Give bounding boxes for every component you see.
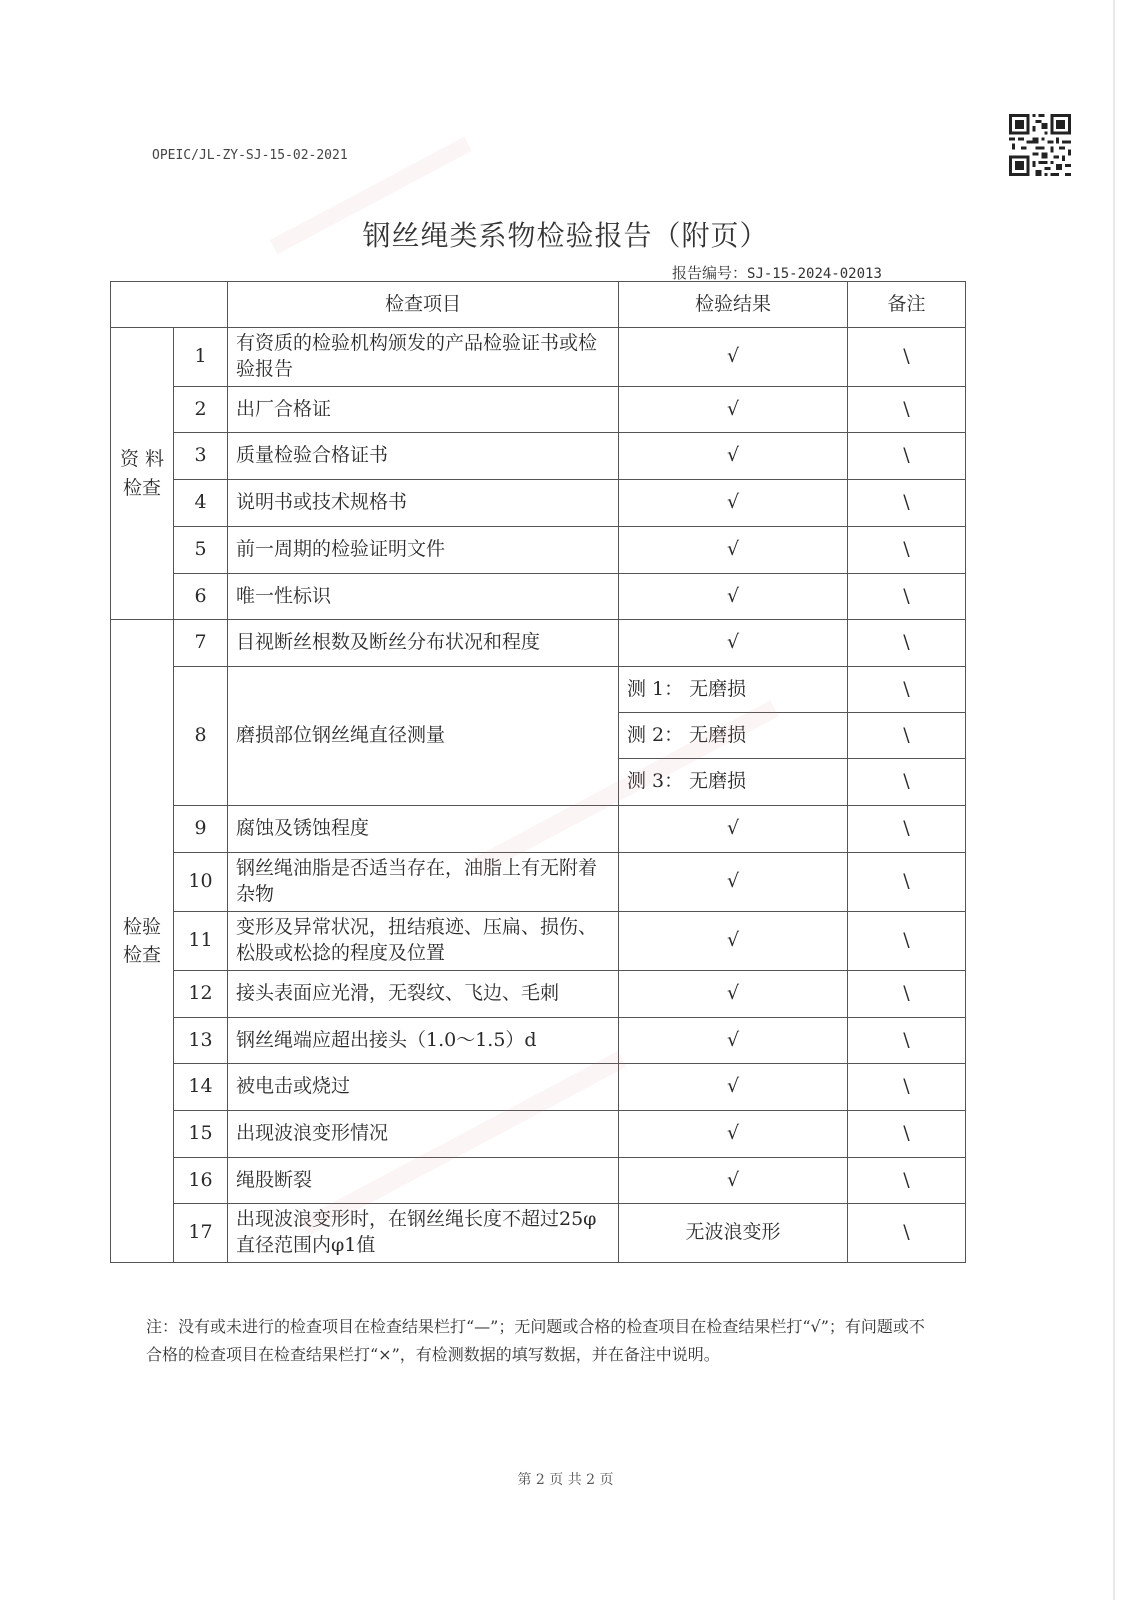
row-result: √ [619, 1064, 848, 1111]
row-number: 6 [174, 574, 228, 620]
table-note: 注：没有或未进行的检查项目在检查结果栏打“—”；无问题或合格的检查项目在检查结果栏打“√”；有问题或不合格的检查项目在检查结果栏打“×”，有检测数据的填写数据，并在备注中说明。 [146, 1317, 925, 1364]
row-item: 质量检验合格证书 [228, 433, 619, 480]
row-remark: \ [848, 328, 966, 387]
row-result: √ [619, 433, 848, 480]
inspection-table [110, 281, 966, 1263]
row-result: √ [619, 620, 848, 667]
qr-code [1009, 114, 1071, 176]
row-result: √ [619, 387, 848, 433]
table-row [111, 433, 966, 480]
document-code: OPEIC/JL-ZY-SJ-15-02-2021 [152, 148, 348, 163]
row-remark: \ [848, 387, 966, 433]
row-result: √ [619, 806, 848, 853]
row-result: 测 2： 无磨损 [619, 713, 848, 759]
row-number: 8 [174, 667, 228, 806]
row-item: 绳股断裂 [228, 1158, 619, 1204]
row-item: 磨损部位钢丝绳直径测量 [228, 667, 619, 806]
row-number: 12 [174, 971, 228, 1018]
table-row [111, 1111, 966, 1158]
row-remark: \ [848, 433, 966, 480]
row-item: 接头表面应光滑，无裂纹、飞边、毛刺 [228, 971, 619, 1018]
row-remark: \ [848, 667, 966, 713]
table-row [111, 1204, 966, 1263]
row-result: √ [619, 971, 848, 1018]
table-row [111, 853, 966, 912]
row-remark: \ [848, 1111, 966, 1158]
row-remark: \ [848, 1064, 966, 1111]
row-remark: \ [848, 527, 966, 574]
row-result: √ [619, 480, 848, 527]
row-number: 14 [174, 1064, 228, 1111]
page-number: 第 2 页 共 2 页 [517, 1472, 614, 1488]
row-remark: \ [848, 806, 966, 853]
row-item: 被电击或烧过 [228, 1064, 619, 1111]
group-label-line: 检查 [122, 476, 161, 499]
row-result: √ [619, 1158, 848, 1204]
group-document-check [111, 328, 174, 620]
table-row [111, 667, 966, 713]
row-remark: \ [848, 620, 966, 667]
table-row [111, 328, 966, 387]
row-remark: \ [848, 759, 966, 806]
row-item: 钢丝绳油脂是否适当存在，油脂上有无附着杂物 [228, 853, 619, 912]
row-number: 11 [174, 912, 228, 971]
row-item: 说明书或技术规格书 [228, 480, 619, 527]
table-row [111, 971, 966, 1018]
header-result: 检验结果 [619, 282, 848, 328]
row-result: √ [619, 912, 848, 971]
row-number: 15 [174, 1111, 228, 1158]
row-number: 7 [174, 620, 228, 667]
row-remark: \ [848, 1204, 966, 1263]
row-item: 前一周期的检验证明文件 [228, 527, 619, 574]
row-remark: \ [848, 574, 966, 620]
table-row [111, 620, 966, 667]
group-label-line: 检验 [122, 915, 161, 938]
report-title: 钢丝绳类系物检验报告（附页） [362, 219, 769, 252]
row-number: 10 [174, 853, 228, 912]
row-item: 变形及异常状况，扭结痕迹、压扁、损伤、松股或松捻的程度及位置 [228, 912, 619, 971]
row-number: 2 [174, 387, 228, 433]
row-item: 出现波浪变形时，在钢丝绳长度不超过25φ直径范围内φ1值 [228, 1204, 619, 1263]
row-number: 4 [174, 480, 228, 527]
row-remark: \ [848, 853, 966, 912]
row-number: 16 [174, 1158, 228, 1204]
row-number: 1 [174, 328, 228, 387]
row-result: √ [619, 527, 848, 574]
header-remark: 备注 [848, 282, 966, 328]
row-result: √ [619, 853, 848, 912]
row-remark: \ [848, 1158, 966, 1204]
row-remark: \ [848, 1018, 966, 1064]
row-result: √ [619, 1111, 848, 1158]
row-item: 腐蚀及锈蚀程度 [228, 806, 619, 853]
row-remark: \ [848, 713, 966, 759]
row-number: 13 [174, 1018, 228, 1064]
row-result: √ [619, 328, 848, 387]
row-item: 有资质的检验机构颁发的产品检验证书或检验报告 [228, 328, 619, 387]
row-result: 无波浪变形 [619, 1204, 848, 1263]
group-label-line: 资 料 [119, 448, 165, 470]
row-item: 唯一性标识 [228, 574, 619, 620]
row-result: 测 1： 无磨损 [619, 667, 848, 713]
table-row [111, 574, 966, 620]
row-remark: \ [848, 971, 966, 1018]
row-item: 钢丝绳端应超出接头（1.0～1.5）d [228, 1018, 619, 1064]
row-item: 目视断丝根数及断丝分布状况和程度 [228, 620, 619, 667]
header-item: 检查项目 [228, 282, 619, 328]
table-row [111, 1158, 966, 1204]
table-row [111, 480, 966, 527]
table-row [111, 527, 966, 574]
table-header-row [111, 282, 966, 328]
table-row [111, 1018, 966, 1064]
row-result: √ [619, 574, 848, 620]
row-number: 17 [174, 1204, 228, 1263]
report-number-label: 报告编号： [672, 264, 748, 282]
table-row [111, 912, 966, 971]
row-number: 5 [174, 527, 228, 574]
group-inspection-check [111, 620, 174, 1263]
header-corner-cell [111, 282, 228, 328]
row-result: 测 3： 无磨损 [619, 759, 848, 806]
row-item: 出现波浪变形情况 [228, 1111, 619, 1158]
row-remark: \ [848, 480, 966, 527]
row-number: 3 [174, 433, 228, 480]
group-label-line: 检查 [122, 944, 161, 966]
row-result: √ [619, 1018, 848, 1064]
table-row [111, 387, 966, 433]
row-remark: \ [848, 912, 966, 971]
row-item: 出厂合格证 [228, 387, 619, 433]
report-number-value: SJ-15-2024-02013 [747, 266, 882, 282]
row-number: 9 [174, 806, 228, 853]
report-number [672, 262, 882, 283]
